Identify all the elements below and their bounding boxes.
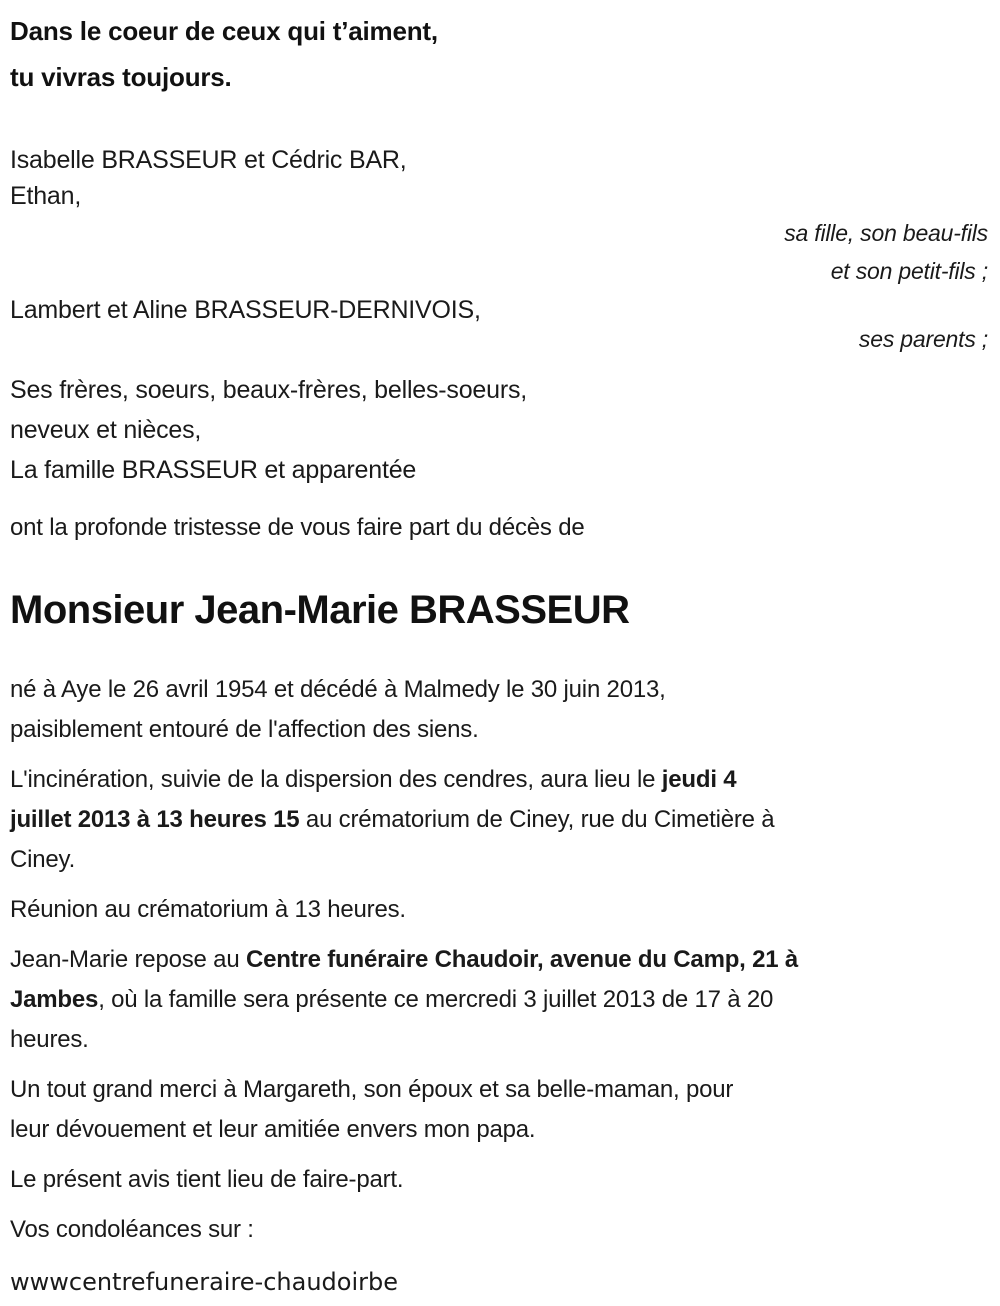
funeral-home-address-bold: Centre funéraire Chaudoir, avenue du Camp, 21 à — [245, 946, 799, 973]
cremation-date-bold-cont: juillet 2013 à 13 heures 15 — [10, 806, 300, 833]
cremation-line-2 — [10, 800, 988, 840]
relation-daughter-label: sa fille, son beau-fils — [784, 220, 988, 246]
repose-line-1 — [10, 940, 988, 980]
family-line-nephews: neveux et nièces, — [10, 416, 202, 444]
family-block — [10, 142, 988, 490]
cremation-location-text: au crématorium de Ciney, rue du Cimetière à — [299, 806, 775, 833]
repose-text: Jean-Marie repose au — [10, 946, 246, 973]
thanks-line-1: Un tout grand merci à Margareth, son époux et sa belle-maman, pour — [10, 1076, 734, 1103]
birth-death-line-1: né à Aye le 26 avril 1954 et décédé à Malmedy le 30 juin 2013, — [10, 676, 666, 703]
announcement-text: ont la profonde tristesse de vous faire part du décès de — [10, 514, 585, 541]
family-line-grandson: Ethan, — [10, 182, 82, 210]
condolences-label: Vos condoléances sur : — [10, 1216, 254, 1243]
quote-line-1: Dans le coeur de ceux qui t’aiment, — [10, 16, 438, 46]
family-line-siblings: Ses frères, soeurs, beaux-frères, belles-soeurs, — [10, 376, 528, 404]
condolences-website-link[interactable]: wwwcentrefuneraire-chaudoirbe — [10, 1268, 398, 1296]
funeral-home-city-bold: Jambes — [10, 986, 99, 1013]
relation-parents-label: ses parents ; — [858, 326, 988, 352]
deceased-name-title: Monsieur Jean-Marie BRASSEUR — [10, 588, 630, 632]
repose-line-3: heures. — [10, 1026, 89, 1053]
cremation-line-3: Ciney. — [10, 846, 76, 873]
reunion-line: Réunion au crématorium à 13 heures. — [10, 896, 406, 923]
notice-line: Le présent avis tient lieu de faire-part. — [10, 1166, 404, 1193]
family-line-parents: Lambert et Aline BRASSEUR-DERNIVOIS, — [10, 296, 481, 324]
cremation-line-1 — [10, 760, 988, 800]
repose-line-2 — [10, 980, 988, 1020]
relation-grandson-label: et son petit-fils ; — [830, 258, 988, 284]
cremation-date-bold: jeudi 4 — [661, 766, 737, 793]
family-line-daughter: Isabelle BRASSEUR et Cédric BAR, — [10, 146, 407, 174]
birth-death-line-2: paisiblement entouré de l'affection des siens. — [10, 716, 479, 743]
thanks-line-2: leur dévouement et leur amitiée envers mon papa. — [10, 1116, 536, 1143]
quote-line-2: tu vivras toujours. — [10, 62, 232, 92]
cremation-text: L'incinération, suivie de la dispersion des cendres, aura lieu le — [10, 766, 662, 793]
family-line-extended: La famille BRASSEUR et apparentée — [10, 456, 417, 484]
family-extended-group — [10, 370, 988, 490]
visiting-hours-text: , où la famille sera présente ce mercredi 3 juillet 2013 de 17 à 20 — [98, 986, 774, 1013]
